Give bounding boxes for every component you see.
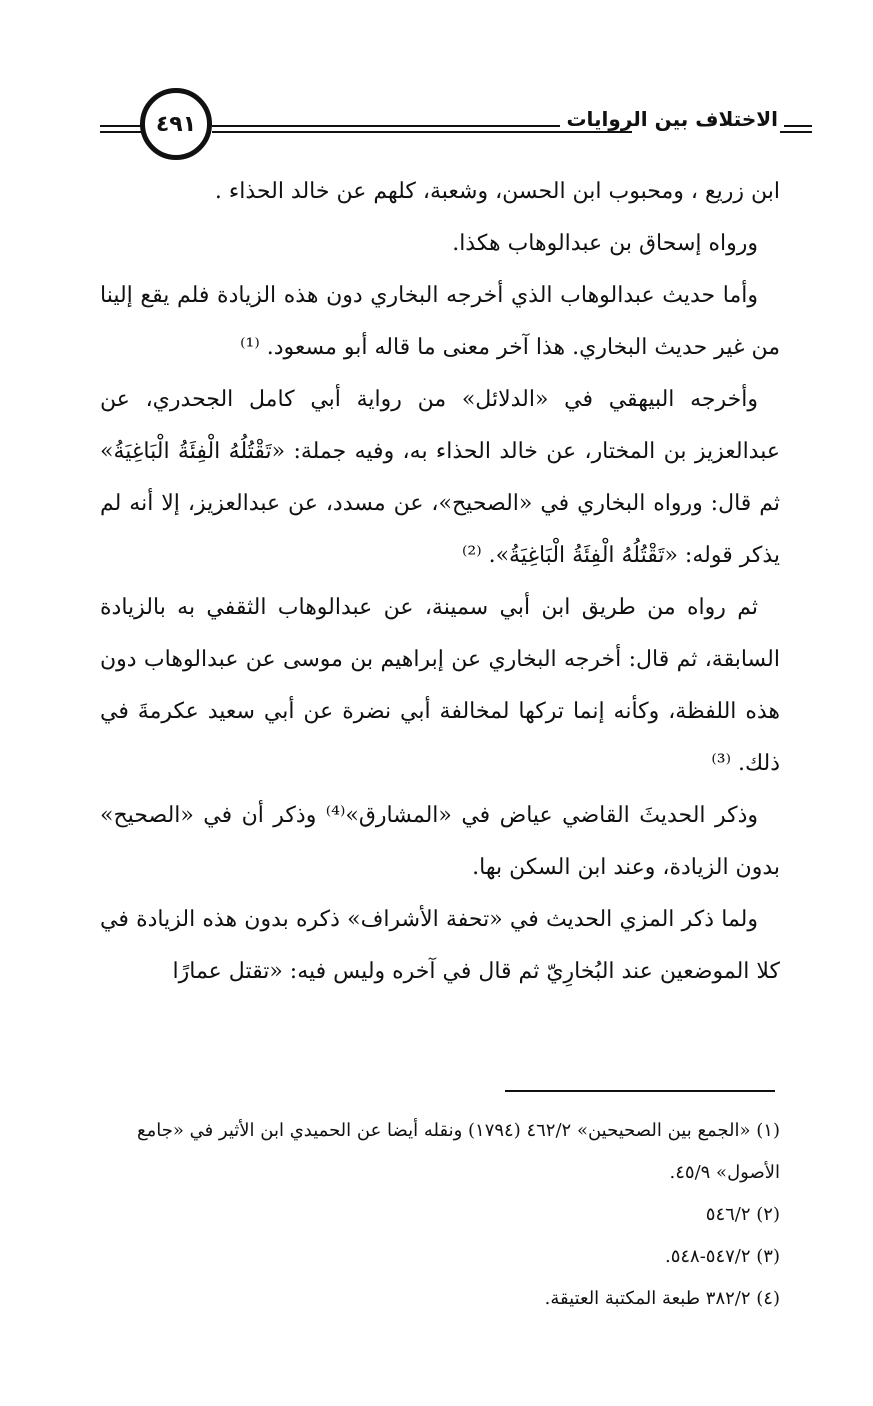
header-rule-left-top: [100, 125, 145, 127]
main-text: [100, 166, 780, 998]
paragraph: وأما حديث عبدالوهاب الذي أخرجه البخاري دون هذه الزيادة فلم يقع إلينا من غير حديث البخاري. هذا آخر معنى ما قاله أبو مسعود. ⁽¹⁾: [100, 283, 780, 360]
paragraph: ولما ذكر المزي الحديث في «تحفة الأشراف» ذكره بدون هذه الزيادة في كلا الموضعين عند البُخارِيّ ثم قال في آخره وليس فيه: «تقتل عمارًا: [100, 907, 780, 984]
page-header: [100, 85, 778, 165]
paragraph: ورواه إسحاق بن عبدالوهاب هكذا.: [452, 231, 758, 256]
footnote: (٤) ٣٨٢/٢ طبعة المكتبة العتيقة.: [544, 1288, 780, 1309]
footnotes: [100, 1110, 780, 1320]
header-rule-middle-bottom: [212, 131, 632, 133]
page-number: ٤٩١: [155, 111, 197, 137]
paragraph: ابن زريع ، ومحبوب ابن الحسن، وشعبة، كلهم عن خالد الحذاء .: [214, 179, 780, 204]
page-number-ring: [140, 88, 212, 160]
header-rule-left-bottom: [100, 131, 145, 133]
running-title: الاختلاف بين الروايات: [560, 107, 784, 131]
header-rule-right-bottom: [780, 131, 812, 133]
footnote: (٢) ٥٤٦/٢: [705, 1204, 780, 1225]
header-rule-right-top: [780, 125, 812, 127]
paragraph: وأخرجه البيهقي في «الدلائل» من رواية أبي كامل الجحدري، عن عبدالعزيز بن المختار، عن خالد الحذاء به، وفيه جملة: «تَقْتُلُهُ الْفِئَةُ الْبَاغِيَةُ» ثم قال: ورواه البخاري في «الصحيح»، عن مسدد، عن عبدالعزيز، إلا أنه لم يذكر قوله: «تَقْتُلُهُ الْفِئَةُ الْبَاغِيَةُ». ⁽²⁾: [100, 387, 780, 568]
paragraph: ثم رواه من طريق ابن أبي سمينة، عن عبدالوهاب الثقفي به بالزيادة السابقة، ثم قال: أخرجه البخاري عن إبراهيم بن موسى عن عبدالوهاب دون هذه اللفظة، وكأنه إنما تركها لمخالفة أبي نضرة عن أبي سعيد عكرمةَ في ذلك. ⁽³⁾: [100, 595, 780, 776]
footnote-separator: [505, 1090, 775, 1092]
footnote: (٣) ٥٤٧/٢-٥٤٨.: [664, 1246, 780, 1267]
paragraph: وذكر الحديثَ القاضي عياض في «المشارق»⁽⁴⁾ وذكر أن في «الصحيح» بدون الزيادة، وعند ابن السكن بها.: [100, 803, 780, 880]
footnote: (١) «الجمع بين الصحيحين» ٤٦٢/٢ (١٧٩٤) ونقله أيضا عن الحميدي ابن الأثير في «جامع الأصول» ٤٥/٩.: [137, 1120, 780, 1183]
